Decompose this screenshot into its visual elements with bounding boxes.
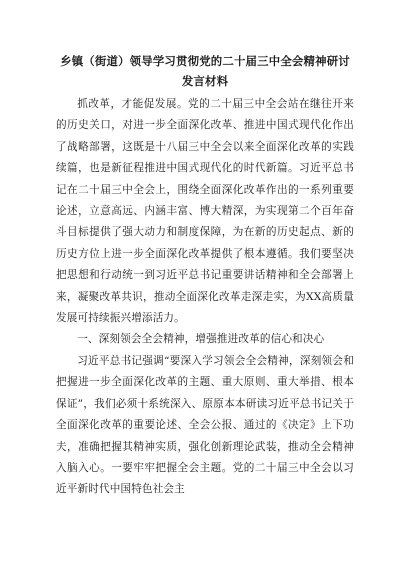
document-title-line-1: 乡镇（街道）领导学习贯彻党的二十届三中全会精神研讨 — [60, 54, 350, 68]
body-paragraph-section-1: 习近平总书记强调“要深入学习领会全会精神，深刻领会和把握进一步全面深化改革的主题、重大原则、重大举措、根本保证”，我们必须十系统深入、原原本本研读习近平总书记关于全面深化改革的重要论述、全会公报、通过的《决定》上下功夫，准确把握其精神实质，强化创新理论武装，推动全会精神入脑入心。一要牢牢把握全会主题。党的二十届三中全会以习近平新时代中国特色社会主 — [56, 354, 354, 496]
body-paragraph-intro: 抓改革，才能促发展。党的二十届三中全会站在继往开来的历史关口，对进一步全面深化改革、推进中国式现代化作出了战略部署，这既是十八届三中全会以来全面深化改革的实践续篇，也是新征程推进中国式现代化的时代新篇。习近平总书记在二十届三中全会上，围绕全面深化改革作出的一系列重要论述，立意高远、内涵丰富、博大精深，为实现第二个百年奋斗目标提供了强大动力和制度保障，为在新的历史起点、新的历史方位上进一步全面深化改革提供了根本遵循。我们要坚决把思想和行动统一到习近平总书记重要讲话精神和全会部署上来，凝聚改革共识，推动全面深化改革走深走实，为XX高质量发展可持续振兴增添活力。 — [56, 98, 354, 325]
document-body — [56, 94, 354, 501]
section-heading-1: 一、深刻领会全会精神，增强推进改革的信心和决心 — [77, 333, 325, 346]
document-title-line-2: 发言材料 — [181, 74, 229, 88]
